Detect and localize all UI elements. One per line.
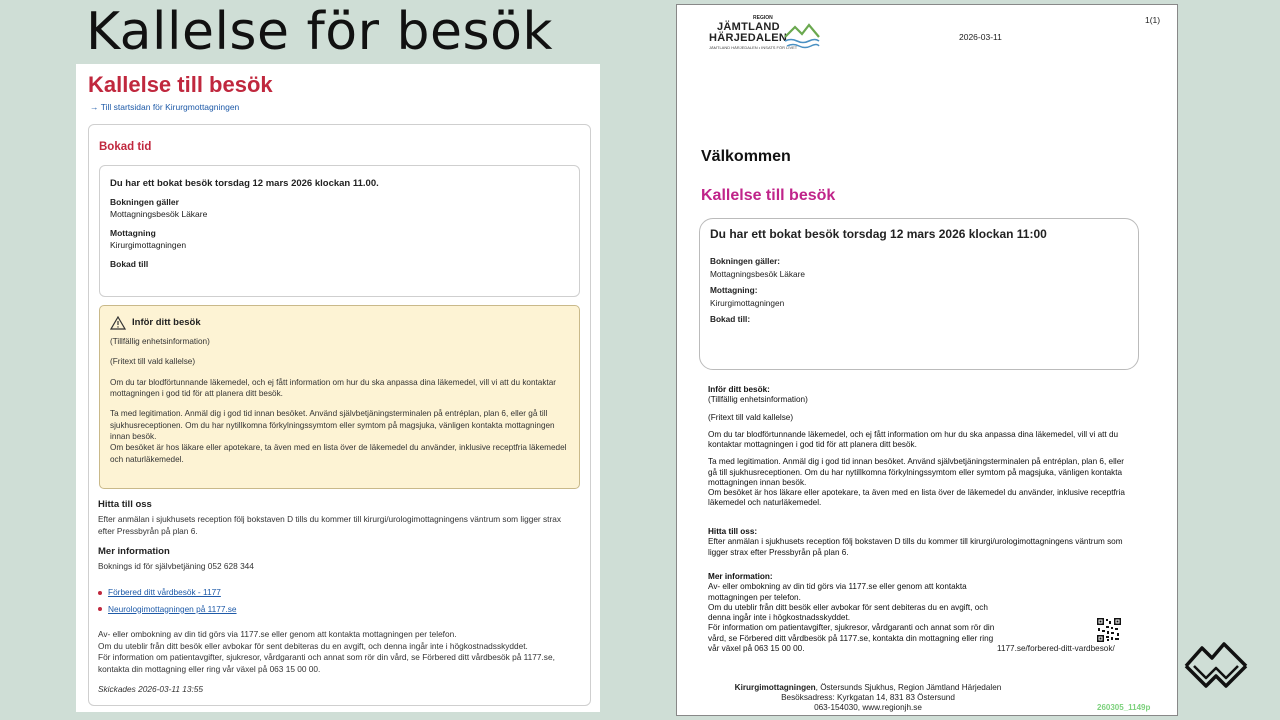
info-p3: För information om patientavgifter, sjukresor, vårdgaranti och annat som rör din vård, se Förbered ditt vårdbesök på 1177.se, kontakta din mottagning eller ring vår växel på 063 15 00 00. (98, 652, 555, 674)
before-visit-p5: Om besöket är hos läkare eller apotekare, ta även med en lista över de läkemedel du använder, inklusive receptfria läkemedel och naturläkemedel. (110, 443, 567, 464)
region-brandmark-icon (1184, 640, 1248, 694)
booking-value: Mottagningsbesök Läkare (110, 209, 208, 219)
bullet-icon (98, 607, 102, 611)
letter-before-p3: Om du tar blodförtunnande läkemedel, och ej fått information om hur du ska anpassa dina läkemedel, vill vi att du kontaktar mottagningen i god tid för att planera ditt besök. (708, 429, 1119, 449)
letter-clinic-value: Kirurgimottagningen (710, 298, 785, 308)
letter-info-p3: För information om patientavgifter, sjukresor, vårdgaranti och annat som rör din vård, se Förbered ditt vårdbesök på 1177.se, kontakta din mottagning eller ring vår växel på 063 15 00 00. (708, 623, 995, 653)
find-us-section (98, 498, 578, 538)
slide-title: Kallelse för besök (86, 2, 554, 62)
before-visit-p3: Om du tar blodförtunnande läkemedel, och ej fått information om hur du ska anpassa dina läkemedel, vill vi att du kontaktar mottagningen i god tid för att planera ditt besök. (110, 377, 557, 398)
qr-code-icon (1097, 618, 1121, 642)
web-summons-page (76, 64, 600, 712)
logo-line2: HÄRJEDALEN (709, 32, 788, 44)
letter-find-heading: Hitta till oss: (708, 527, 758, 536)
find-us-heading: Hitta till oss (98, 499, 152, 510)
booking-details-box (99, 165, 580, 297)
footer-address: Besöksadress: Kyrkgatan 14, 831 83 Östersund (781, 692, 955, 702)
clinic-value: Kirurgimottagningen (110, 240, 187, 250)
letter-date: 2026-03-11 (959, 32, 1002, 42)
find-us-text: Efter anmälan i sjukhusets reception följ bokstaven D tills du kommer till kirurgi/urologimottagningens väntrum som ligger strax efter Pressbyrån på plan 6. (98, 514, 561, 536)
footer-clinic: Kirurgimottagningen (734, 683, 816, 692)
bullet-icon (98, 591, 102, 595)
letter-booking-value: Mottagningsbesök Läkare (710, 269, 806, 279)
letter-before-p1: (Tillfällig enhetsinformation) (708, 395, 808, 405)
prepare-visit-link[interactable]: Förbered ditt vårdbesök - 1177 (108, 586, 221, 597)
neurology-link[interactable]: Neurologimottagningen på 1177.se (108, 603, 237, 614)
footer-contact: 063-154030, www.regionjh.se (814, 702, 922, 712)
before-visit-p4: Ta med legitimation. Anmäl dig i god tid innan besöket. Använd självbetjäningsterminalen på entréplan, plan 6, eller gå till sjukhusreceptionen. Om du har nytillkomna förkylningssymtom eller symtom på magsjuka, vänligen kontakta mottagningen innan besök. (110, 409, 555, 441)
sent-timestamp: Skickades 2026-03-11 13:55 (98, 683, 204, 694)
letter-before-p2: (Fritext till vald kallelse) (708, 412, 794, 422)
letter-find-text: Efter anmälan i sjukhusets reception följ bokstaven D tills du kommer till kirurgi/urologimottagningens väntrum som ligger strax efter Pressbyrån på plan 6. (708, 537, 1123, 557)
warning-icon (110, 316, 126, 330)
welcome-heading: Välkommen (701, 148, 791, 165)
letter-booked-for-label: Bokad till: (710, 314, 751, 324)
qr-url: 1177.se/forbered-ditt-vardbesok/ (997, 644, 1115, 653)
letter-booking-box (699, 218, 1139, 370)
printed-letter (676, 4, 1178, 716)
letter-before-visit (708, 385, 1128, 516)
letter-footer (677, 683, 1059, 713)
letter-more-info (708, 572, 998, 654)
letter-before-p5: Om besöket är hos läkare eller apotekare, ta även med en lista över de läkemedel du använder, inklusive receptfria läkemedel och naturläkemedel. (708, 488, 1125, 508)
letter-more-heading: Mer information: (708, 572, 773, 581)
letter-info-p2: Om du uteblir från ditt besök eller avbokar för sent debiteras du en avgift, och denna ingår inte i högkostnadsskyddet. (708, 602, 988, 622)
letter-before-p4: Ta med legitimation. Anmäl dig i god tid innan besöket. Använd självbetjäningsterminalen på entréplan, plan 6, eller gå till sjukhusreceptionen. Om du har nytillkomna förkylningssymtom eller symtom på magsjuka, vänligen kontakta mottagningen innan besök. (708, 457, 1125, 487)
before-visit-p2: (Fritext till vald kallelse) (110, 357, 196, 367)
footer-line1: , Östersunds Sjukhus, Region Jämtland Härjedalen (815, 683, 1002, 692)
letter-booking-label: Bokningen gäller: (710, 256, 781, 266)
info-p1: Av- eller ombokning av din tid görs via 1177.se eller genom att kontakta mottagningen per telefon. (98, 629, 457, 640)
before-visit-notice (99, 305, 580, 489)
clinic-label: Mottagning (110, 228, 156, 238)
region-logo (705, 15, 825, 51)
letter-clinic-label: Mottagning: (710, 285, 758, 295)
letter-title: Kallelse till besök (701, 187, 836, 204)
booked-time-heading: Bokad tid (99, 141, 152, 153)
booking-id: Boknings id för självbetjäning 052 628 344 (98, 561, 254, 572)
link-list (98, 587, 578, 615)
logo-region-text: REGION (753, 15, 773, 21)
before-visit-p1: (Tillfällig enhetsinformation) (110, 337, 210, 346)
logo-tagline: JÄMTLAND HÄRJEDALEN • INSATS FÖR LIVET (709, 45, 798, 50)
booking-label: Bokningen gäller (110, 197, 179, 207)
logo-line1: JÄMTLAND (717, 21, 780, 33)
info-p2: Om du uteblir från ditt besök eller avbokar för sent debiteras du en avgift, och denna ingår inte i högkostnadsskyddet. (98, 640, 528, 651)
list-item (98, 587, 578, 599)
letter-info-p1: Av- eller ombokning av din tid görs via 1177.se eller genom att kontakta mottagningen per telefon. (708, 582, 967, 602)
before-visit-heading: Inför ditt besök (132, 317, 201, 329)
page-number: 1(1) (1145, 15, 1161, 25)
mountain-logo-icon (783, 21, 821, 51)
booked-for-label: Bokad till (110, 259, 149, 269)
letter-find-us (708, 527, 1128, 558)
more-info-section (98, 545, 578, 695)
letter-visit-text: Du har ett bokat besök torsdag 12 mars 2026 klockan 11:00 (710, 227, 1047, 241)
document-reference: 260305_1149p (1097, 703, 1151, 712)
more-info-heading: Mer information (98, 546, 170, 557)
letter-before-heading: Inför ditt besök: (708, 385, 770, 394)
back-to-start-link[interactable]: → Till startsidan för Kirurgmottagningen (90, 102, 240, 112)
list-item (98, 604, 578, 616)
page-title: Kallelse till besök (88, 72, 273, 97)
visit-text: Du har ett bokat besök torsdag 12 mars 2026 klockan 11.00. (110, 178, 379, 189)
